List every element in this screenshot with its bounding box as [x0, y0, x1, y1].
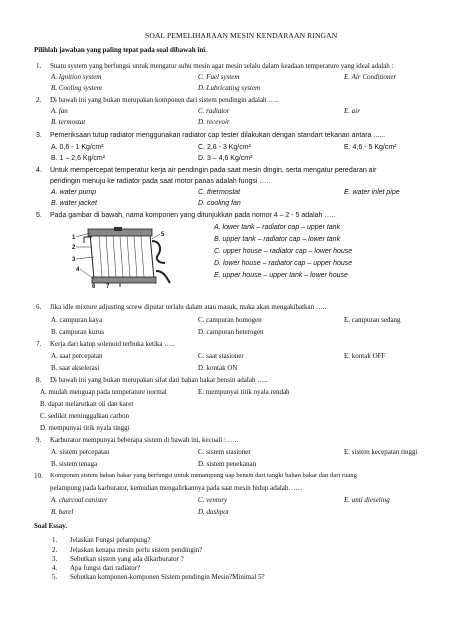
option-b[interactable]: B. saat akselerasi [51, 364, 100, 372]
option-e[interactable]: E. mempunyai titik nyala rendah [198, 388, 290, 396]
option-b[interactable]: B. barel [51, 508, 74, 516]
option-d[interactable]: D. campuran heterogen [198, 328, 264, 336]
question-text: Komponen sistem bahan bakar yang berfungsi untuk menampung uap bensin dari tangki bahan bakar dan dari ruang [50, 472, 357, 479]
option-e[interactable]: E. air [344, 107, 360, 115]
option-b[interactable]: B. upper tank – radiator cap – lower tank [214, 236, 341, 243]
essay-number: 3. [52, 555, 58, 563]
option-e[interactable]: E. anti dieseling [344, 496, 390, 504]
question-text: Di bawah ini yang bukan merupakan komponen dari sistem pendingin adalah ….. [50, 96, 279, 104]
essay-question: Sebutkan komponen-komponen Sistem pendingin Mesin?Minimal 5? [70, 573, 265, 581]
question-number: 8. [36, 376, 42, 384]
option-e[interactable]: E. sistem kecepatan tinggi [344, 448, 418, 456]
lower-tank [92, 277, 156, 283]
question-number: 1. [36, 62, 42, 70]
option-b[interactable]: B. water jacket [51, 200, 97, 207]
option-a[interactable]: A. Ignition system [51, 73, 102, 81]
option-a[interactable]: A. lower tank – radiator cap – upper tank [214, 224, 341, 231]
option-c[interactable]: C. sedikit meninggalkan carbon [40, 412, 130, 420]
option-d[interactable]: D. sistem penekanan [198, 460, 257, 468]
option-d[interactable]: D. 3 – 4,6 Kg/cm² [198, 155, 253, 162]
question-number: 3. [36, 132, 42, 139]
figure-label: 5 [161, 232, 165, 238]
option-d[interactable]: D. dashpot [198, 508, 229, 516]
question-number: 6. [36, 303, 42, 311]
document-title: SOAL PEMELIHARAAN MESIN KENDARAAN RINGAN [145, 31, 338, 40]
option-b[interactable]: B. Cooling system [51, 84, 102, 92]
option-d[interactable]: D. lower house – radiator cap – upper house [214, 260, 353, 267]
option-a[interactable]: A. fan [51, 107, 68, 115]
figure-label: 6 [92, 284, 96, 289]
option-b[interactable]: B. dapat melarutkan oli dan karet [40, 400, 134, 408]
option-b[interactable]: B. termostat [51, 118, 86, 126]
radiator-core [90, 233, 154, 279]
option-a[interactable]: A. mudah menguap pada temperature normal [40, 388, 167, 396]
essay-number: 1. [52, 536, 58, 544]
question-number: 2. [36, 96, 42, 104]
question-text: Untuk mempercepat temperatur kerja air pendingin pada saat mesin dingin, serta mengatur peredaran air [50, 167, 377, 174]
option-a[interactable]: A. charcoal canister [51, 496, 108, 504]
option-c[interactable]: C. upper house – radiator cap – lower house [214, 248, 353, 255]
option-a[interactable]: A. water pump [51, 189, 97, 196]
option-c[interactable]: C. radiator [198, 107, 230, 115]
option-e[interactable]: E. water inlet pipe [344, 189, 400, 196]
essay-question: Apa fungsi dari radiator? [70, 564, 141, 572]
option-d[interactable]: D. Lubricating system [198, 84, 261, 92]
option-a[interactable]: A. saat percepatan [51, 352, 103, 360]
option-c[interactable]: C. saat stasioner [198, 352, 244, 360]
option-a[interactable]: A. sistem percepatan [51, 448, 110, 456]
option-b[interactable]: B. sistem tenaga [51, 460, 98, 468]
option-b[interactable]: B. 1 – 2,6 Kg/cm² [51, 155, 106, 162]
essay-question: Jelaskan Fungsi pelampung? [70, 536, 151, 544]
option-c[interactable]: C. 2,6 - 3 Kg/cm² [198, 144, 251, 151]
option-c[interactable]: C. Fuel system [198, 73, 240, 81]
essay-question: Sebutkan sistem yang ada dikarburator ? [70, 555, 184, 563]
question-text: Suatu system yang berfungsi untuk mengatur suhu mesin agar mesin selalu dalam keadaan temperature yang ideal adalah : [50, 62, 394, 70]
question-text: pendingin menuju ke radiator pada saat motor panas adalah fungsi ….. [50, 178, 271, 185]
radiator-diagram [70, 227, 175, 289]
question-text: pelampung pada karburator, kemudian mengalirkannya pada saat mesin hidup adalah…… [50, 484, 303, 492]
instruction-text: Pilihlah jawaban yang paling tepat pada soal dibawah ini. [34, 46, 207, 54]
essay-heading: Soal Essay. [34, 522, 68, 530]
question-number: 5. [36, 212, 42, 219]
figure-label: 2 [72, 245, 76, 251]
question-number: 9. [36, 436, 42, 444]
option-d[interactable]: D. mempunyai titik nyala tinggi [40, 424, 130, 432]
option-c[interactable]: C. thermostat [198, 189, 241, 196]
option-e[interactable]: E. 4,6 - 5 Kg/cm² [344, 144, 397, 151]
essay-number: 4. [52, 564, 58, 572]
figure-label: 3 [72, 257, 76, 263]
option-e[interactable]: E. campuran sedang [344, 316, 401, 324]
option-e[interactable]: E. upper house – upper tank – lower house [214, 272, 348, 279]
question-text: Pemeriksaan tutup radiator menggunakan radiator cap tester dilakukan dengan standart tekanan antara ...... [50, 132, 386, 139]
option-c[interactable]: C. campuran homogen [198, 316, 262, 324]
option-c[interactable]: C. ventury [198, 496, 228, 504]
question-text: Di bawah ini yang bukan merupakan sifat dari bahan bakar bensin adalah ….. [50, 376, 268, 384]
question-text: Karburator mempunyai beberapa sistem di bawah ini, kecuali : ….. [50, 436, 239, 444]
question-number: 7. [36, 340, 42, 348]
essay-question: Jelaskan kenapa mesin perlu sistem pendingin? [70, 546, 203, 554]
question-text: Pada gambar di bawah, nama komponen yang ditunjukkan pada nomor 4 – 2 - 5 adalah ….. [50, 212, 336, 219]
option-a[interactable]: A. 0,6 - 1 Kg/cm² [51, 144, 104, 151]
upper-hose [152, 241, 165, 263]
question-number: 10. [34, 472, 43, 480]
option-e[interactable]: E. Air Conditioner [344, 73, 397, 81]
question-text: Jika idle mixture adjusting screw diputar terlalu dalam atau masuk, maka akan mengakibatkan ….. [50, 303, 327, 311]
radiator-cap [114, 227, 122, 231]
figure-label: 1 [72, 235, 76, 241]
option-a[interactable]: A. campuran kaya [51, 316, 103, 324]
option-d[interactable]: D. cooling fan [198, 200, 241, 207]
option-d[interactable]: D. kontak ON [198, 364, 238, 372]
option-d[interactable]: D. recevoir [198, 118, 230, 126]
essay-number: 2. [52, 546, 58, 554]
option-b[interactable]: B. campuran kurus [51, 328, 105, 336]
figure-label: 4 [76, 267, 80, 273]
lower-hose [156, 271, 170, 283]
figure-label: 7 [106, 284, 110, 289]
question-text: Kerja dari katup solenoid terbuka ketika ….. [50, 340, 175, 348]
option-e[interactable]: E. kontak OFF [344, 352, 386, 360]
question-number: 4. [36, 167, 42, 174]
option-c[interactable]: C. sistem stasioner [198, 448, 251, 456]
essay-number: 5. [52, 573, 58, 581]
